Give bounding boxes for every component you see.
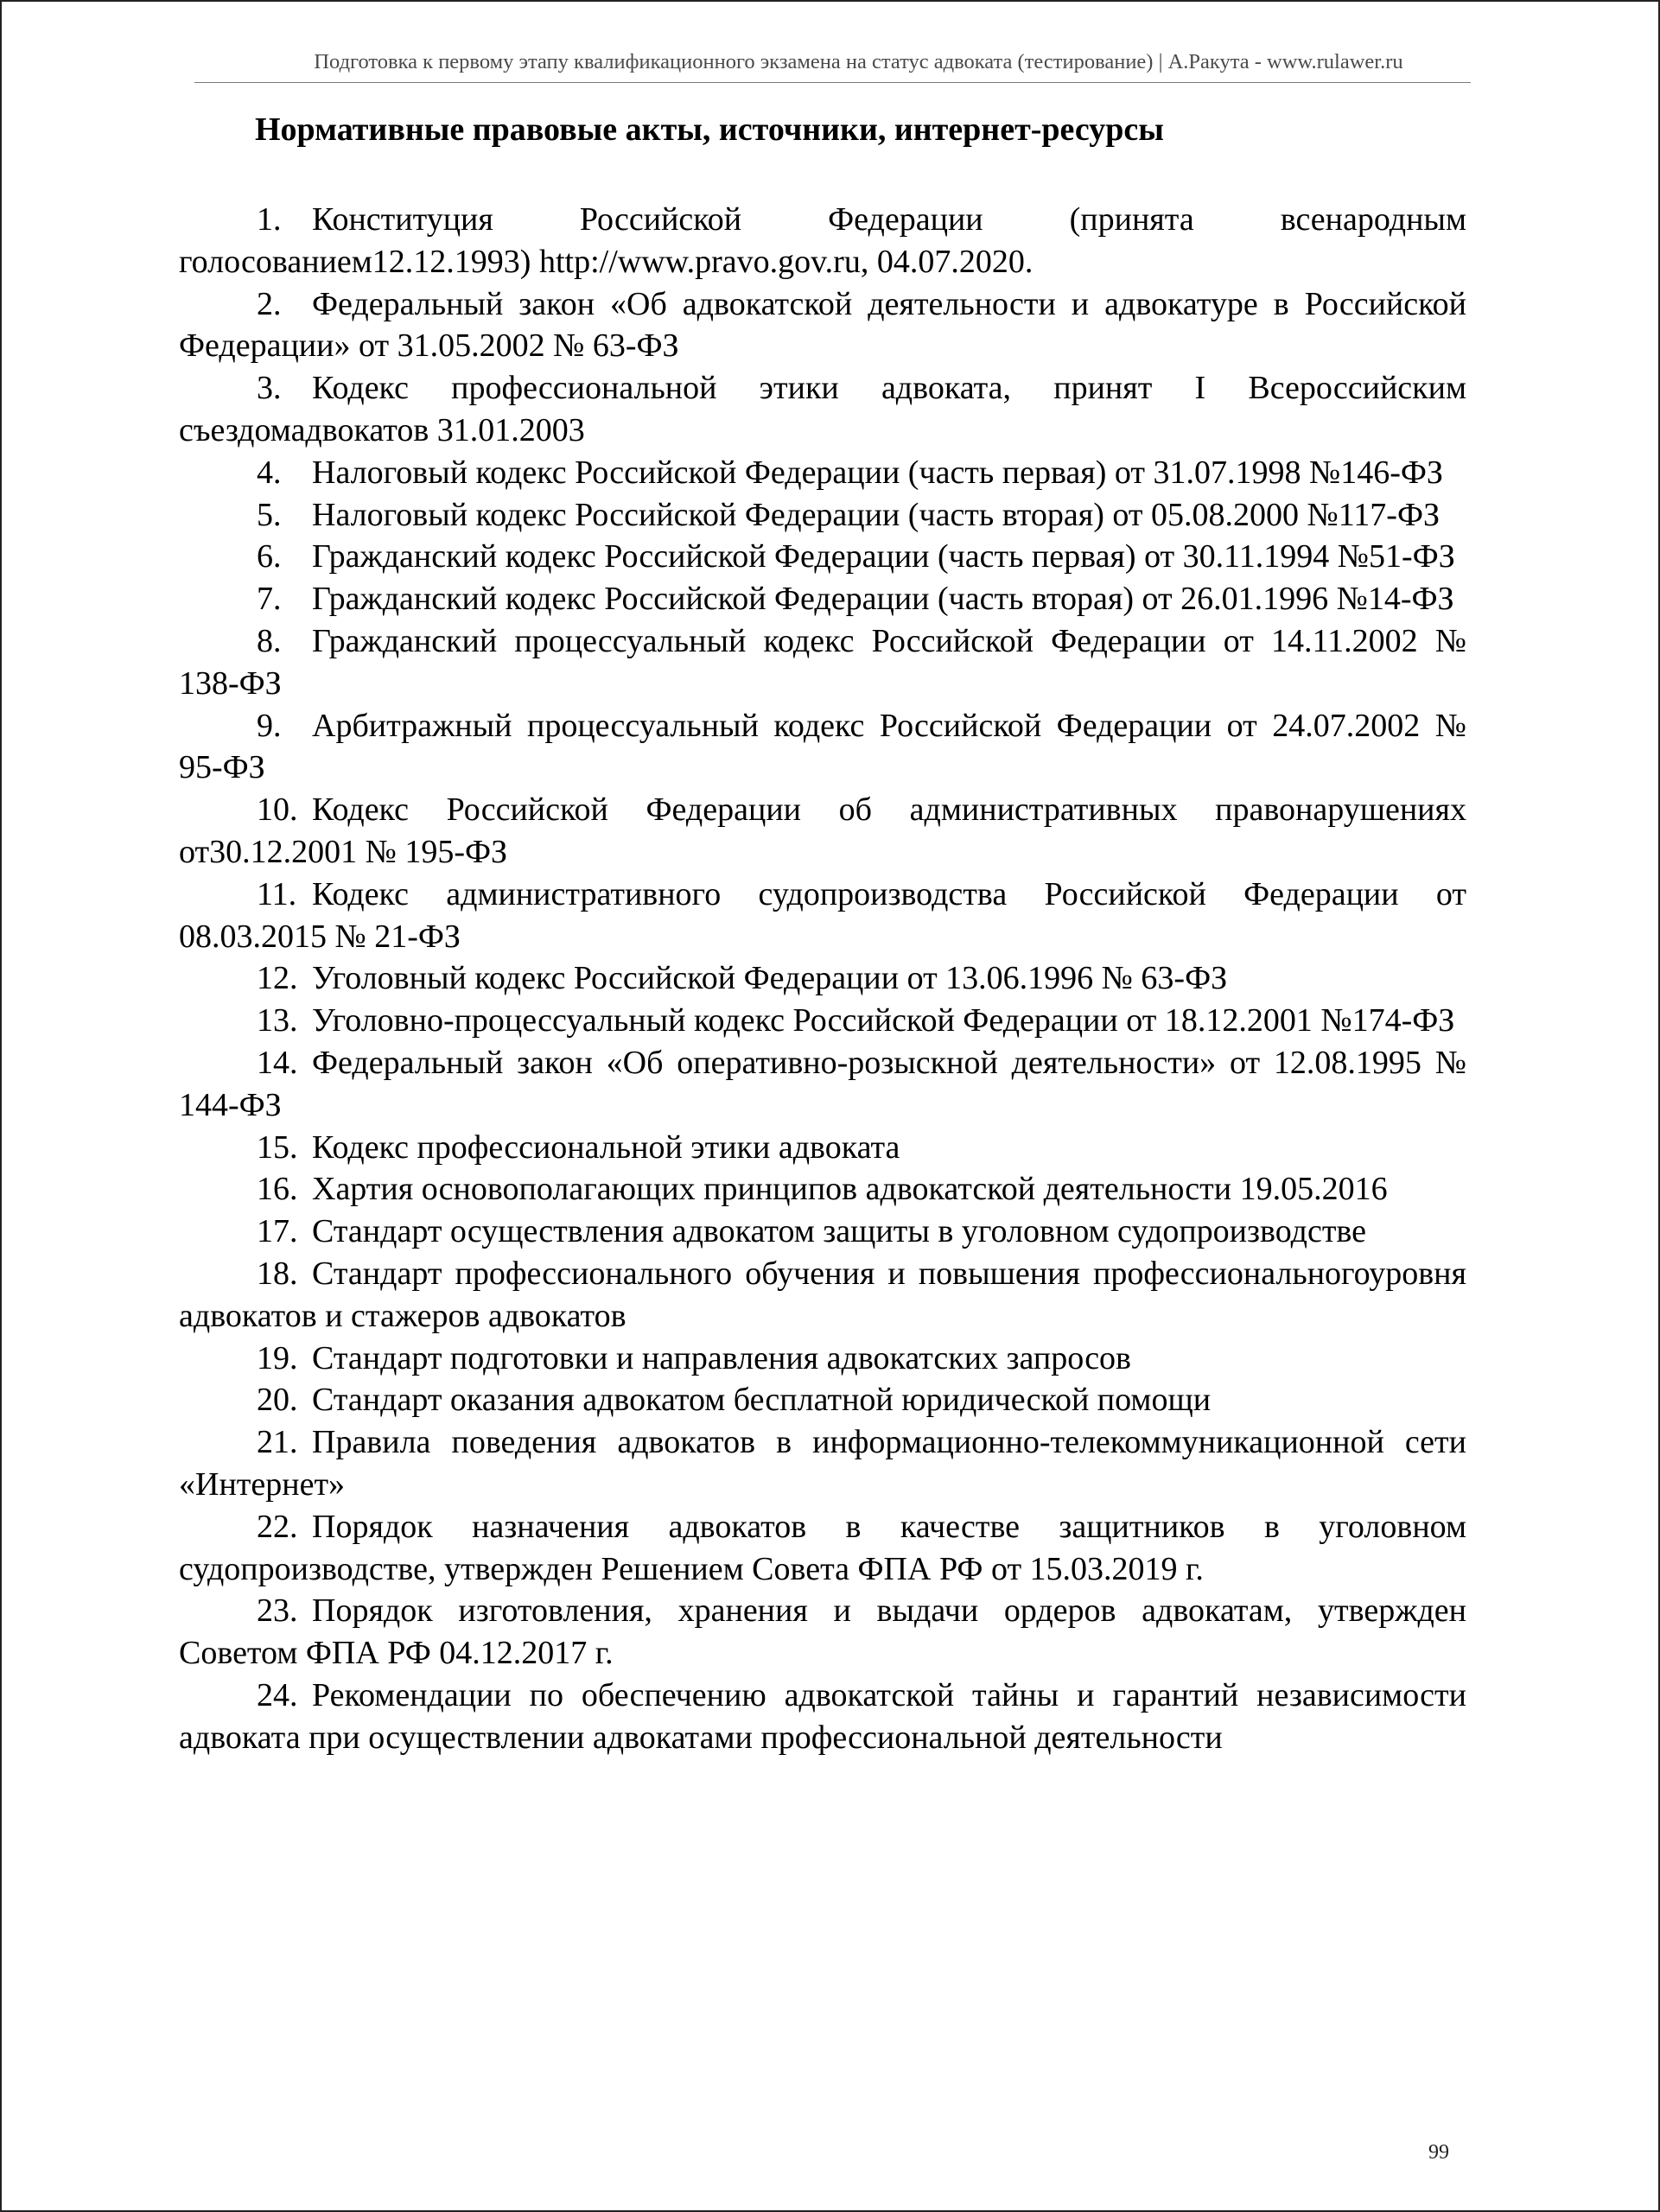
item-number: 22. xyxy=(257,1508,298,1545)
list-item xyxy=(179,452,1466,494)
references-list xyxy=(179,199,1466,1758)
list-item xyxy=(179,1253,1466,1338)
item-text: Гражданский кодекс Российской Федерации (часть первая) от 30.11.1994 №51-ФЗ xyxy=(312,538,1455,575)
item-text: Рекомендации по обеспечению адвокатской тайны и гарантий независимости адвоката при осуществлении адвокатами профессиональной деятельности xyxy=(179,1676,1466,1756)
page-number: 99 xyxy=(1428,2141,1449,2164)
page-title: Нормативные правовые акты, источники, интернет-ресурсы xyxy=(255,111,1164,148)
item-number: 17. xyxy=(257,1213,298,1250)
list-item xyxy=(179,1211,1466,1253)
item-text: Кодекс Российской Федерации об административных правонарушениях от30.12.2001 № 195-ФЗ xyxy=(179,791,1466,870)
item-number: 4. xyxy=(257,454,282,491)
item-text: Арбитражный процессуальный кодекс Российской Федерации от 24.07.2002 № 95-ФЗ xyxy=(179,707,1466,786)
item-text: Хартия основополагающих принципов адвокатской деятельности 19.05.2016 xyxy=(312,1171,1388,1208)
list-item xyxy=(179,1590,1466,1675)
list-item xyxy=(179,620,1466,705)
item-number: 12. xyxy=(257,960,298,997)
item-text: Порядок изготовления, хранения и выдачи ордеров адвокатам, утвержден Советом ФПА РФ 04.12.2017 г. xyxy=(179,1592,1466,1672)
list-item xyxy=(179,957,1466,1000)
item-text: Кодекс профессиональной этики адвоката xyxy=(312,1128,900,1166)
item-number: 16. xyxy=(257,1171,298,1208)
list-item xyxy=(179,1168,1466,1211)
list-item xyxy=(179,1127,1466,1169)
item-text: Стандарт осуществления адвокатом защиты в уголовном судопроизводстве xyxy=(312,1213,1367,1250)
item-text: Кодекс административного судопроизводства Российской Федерации от 08.03.2015 № 21-ФЗ xyxy=(179,875,1466,955)
list-item xyxy=(179,1379,1466,1421)
item-number: 11. xyxy=(257,875,297,912)
item-number: 18. xyxy=(257,1255,298,1292)
item-text: Налоговый кодекс Российской Федерации (часть вторая) от 05.08.2000 №117-ФЗ xyxy=(312,496,1441,533)
item-text: Стандарт профессионального обучения и повышения профессиональногоуровня адвокатов и стажеров адвокатов xyxy=(179,1255,1466,1334)
list-item xyxy=(179,1506,1466,1591)
item-text: Федеральный закон «Об оперативно-розыскной деятельности» от 12.08.1995 № 144-ФЗ xyxy=(179,1044,1466,1123)
item-number: 20. xyxy=(257,1382,298,1419)
list-item xyxy=(179,494,1466,537)
item-number: 2. xyxy=(257,285,282,322)
list-item xyxy=(179,789,1466,874)
item-number: 13. xyxy=(257,1002,298,1039)
item-text: Гражданский кодекс Российской Федерации (часть вторая) от 26.01.1996 №14-ФЗ xyxy=(312,581,1454,618)
list-item xyxy=(179,1675,1466,1759)
item-text: Кодекс профессиональной этики адвоката, принят I Всероссийским съездомадвокатов 31.01.2003 xyxy=(179,370,1466,448)
item-number: 6. xyxy=(257,538,282,575)
item-text: Стандарт оказания адвокатом бесплатной юридической помощи xyxy=(312,1382,1212,1419)
item-text: Правила поведения адвокатов в информационно-телекоммуникационной сети «Интернет» xyxy=(179,1424,1466,1503)
item-number: 21. xyxy=(257,1424,298,1461)
item-number: 23. xyxy=(257,1592,298,1630)
item-text: Стандарт подготовки и направления адвокатских запросов xyxy=(312,1339,1131,1376)
item-text: Гражданский процессуальный кодекс Российской Федерации от 14.11.2002 № 138-ФЗ xyxy=(179,622,1466,702)
list-item xyxy=(179,874,1466,958)
header-divider xyxy=(194,82,1471,83)
item-number: 15. xyxy=(257,1128,298,1166)
running-header: Подготовка к первому этапу квалификационного экзамена на статус адвоката (тестирование) | А.Ракута - www.rulawer.ru xyxy=(314,50,1403,73)
list-item xyxy=(179,1338,1466,1380)
list-item xyxy=(179,199,1466,283)
item-number: 14. xyxy=(257,1044,298,1081)
item-number: 3. xyxy=(257,370,282,407)
list-item xyxy=(179,1421,1466,1506)
list-item xyxy=(179,578,1466,620)
list-item xyxy=(179,705,1466,790)
item-number: 1. xyxy=(257,201,282,238)
list-item xyxy=(179,1042,1466,1127)
item-text: Порядок назначения адвокатов в качестве защитников в уголовном судопроизводстве, утвержден Решением Совета ФПА РФ от 15.03.2019 г. xyxy=(179,1508,1466,1587)
item-text: Уголовный кодекс Российской Федерации от 13.06.1996 № 63-ФЗ xyxy=(312,960,1228,997)
item-number: 19. xyxy=(257,1339,298,1376)
item-number: 24. xyxy=(257,1676,298,1713)
item-number: 7. xyxy=(257,581,282,618)
item-text: Конституция Российской Федерации (принята всенародным голосованием12.12.1993) http://www.pravo.gov.ru, 04.07.2020. xyxy=(179,201,1466,280)
list-item xyxy=(179,367,1466,452)
item-number: 10. xyxy=(257,791,298,829)
list-item xyxy=(179,283,1466,368)
item-text: Федеральный закон «Об адвокатской деятельности и адвокатуре в Российской Федерации» от 31.05.2002 № 63-ФЗ xyxy=(179,285,1466,365)
list-item xyxy=(179,536,1466,578)
item-text: Уголовно-процессуальный кодекс Российской Федерации от 18.12.2001 №174-ФЗ xyxy=(312,1002,1455,1039)
item-number: 9. xyxy=(257,707,282,744)
item-number: 8. xyxy=(257,622,282,659)
list-item xyxy=(179,1000,1466,1042)
item-text: Налоговый кодекс Российской Федерации (часть первая) от 31.07.1998 №146-ФЗ xyxy=(312,454,1443,491)
item-number: 5. xyxy=(257,496,282,533)
